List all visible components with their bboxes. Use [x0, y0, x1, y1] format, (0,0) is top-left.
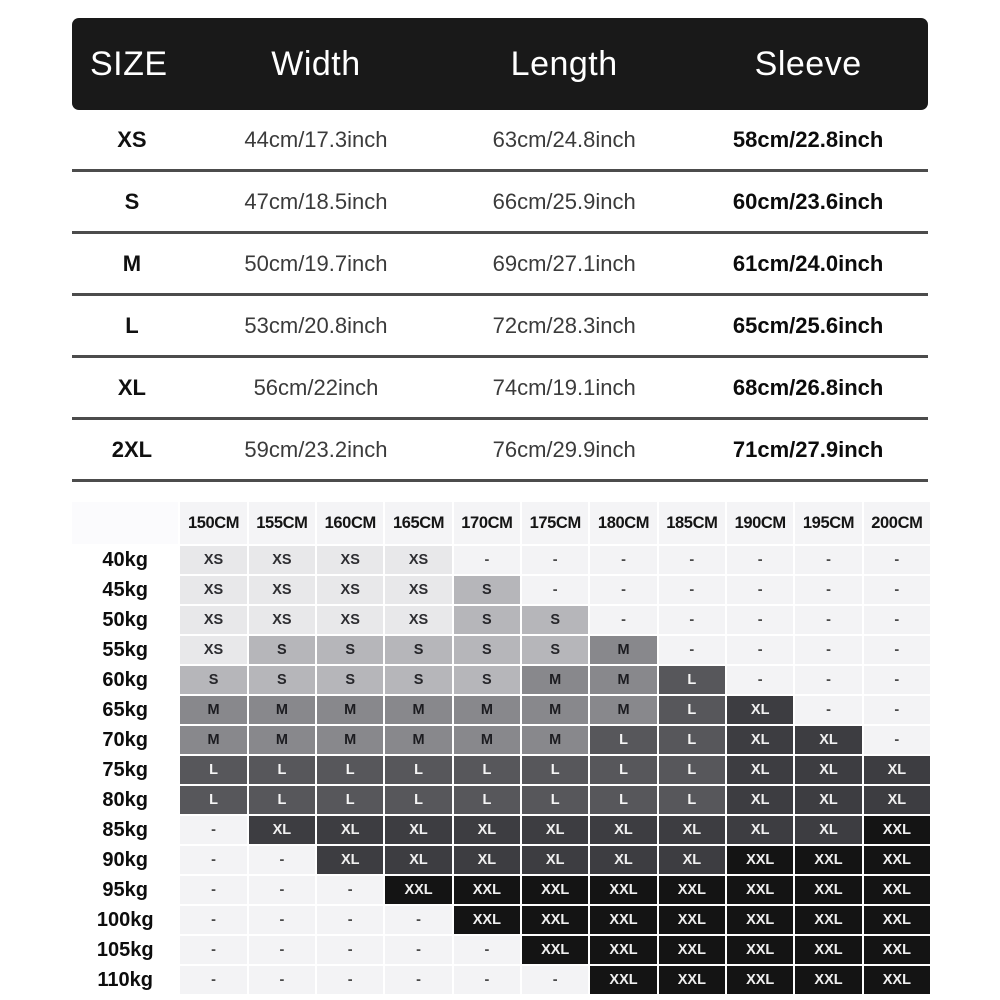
size-cell: M: [454, 696, 520, 724]
size-cell: M: [317, 726, 383, 754]
matrix-row: [72, 876, 930, 904]
size-cell: XL: [727, 726, 793, 754]
size-cell: -: [659, 606, 725, 634]
size-cell: XS: [180, 606, 246, 634]
size-cell: XL: [522, 816, 588, 844]
size-cell: XS: [249, 606, 315, 634]
size-cell: L: [180, 756, 246, 784]
size-cell: XS: [180, 636, 246, 664]
weight-label: 50kg: [72, 606, 178, 634]
size-cell: -: [727, 636, 793, 664]
size-label: 2XL: [111, 436, 153, 462]
size-cell: -: [590, 546, 656, 574]
size-cell: XXL: [727, 876, 793, 904]
size-cell: XXL: [659, 966, 725, 994]
matrix-row: [72, 966, 930, 994]
size-cell: L: [522, 786, 588, 814]
size-cell: XL: [454, 846, 520, 874]
sleeve-value: 58cm/22.8inch: [732, 126, 884, 152]
size-cell: XL: [659, 846, 725, 874]
size-cell: XXL: [864, 906, 930, 934]
height-header: 155CM: [249, 502, 315, 544]
size-cell: XS: [317, 576, 383, 604]
size-cell: XL: [864, 756, 930, 784]
size-table-row: [72, 234, 928, 296]
size-cell: -: [317, 966, 383, 994]
size-cell: XXL: [864, 816, 930, 844]
size-label: XS: [117, 126, 147, 152]
size-cell: XXL: [795, 846, 861, 874]
size-table-row: [72, 172, 928, 234]
length-value: 74cm/19.1inch: [492, 374, 636, 400]
width-value: 53cm/20.8inch: [244, 312, 388, 338]
weight-label: 55kg: [72, 636, 178, 664]
size-table-row: [72, 110, 928, 172]
weight-label: 80kg: [72, 786, 178, 814]
size-cell: M: [454, 726, 520, 754]
size-cell: -: [795, 666, 861, 694]
size-cell: -: [180, 936, 246, 964]
header-length: Length: [510, 44, 618, 83]
size-cell: -: [454, 936, 520, 964]
weight-label: 100kg: [72, 906, 178, 934]
size-cell: -: [795, 576, 861, 604]
size-cell: -: [180, 816, 246, 844]
size-cell: XXL: [864, 966, 930, 994]
size-cell: -: [864, 666, 930, 694]
weight-label: 70kg: [72, 726, 178, 754]
size-cell: XL: [317, 816, 383, 844]
size-cell: -: [180, 876, 246, 904]
size-cell: -: [180, 966, 246, 994]
size-cell: -: [659, 636, 725, 664]
size-cell: XL: [795, 816, 861, 844]
size-cell: -: [385, 906, 451, 934]
size-cell: M: [522, 666, 588, 694]
size-cell: S: [454, 606, 520, 634]
matrix-row: [72, 666, 930, 694]
size-cell: XXL: [590, 876, 656, 904]
size-cell: XXL: [864, 846, 930, 874]
size-cell: S: [317, 666, 383, 694]
size-cell: -: [385, 966, 451, 994]
weight-label: 90kg: [72, 846, 178, 874]
size-table-header: [72, 18, 928, 110]
size-cell: -: [864, 606, 930, 634]
size-cell: -: [180, 906, 246, 934]
size-cell: -: [522, 966, 588, 994]
matrix-row: [72, 786, 930, 814]
size-cell: -: [795, 546, 861, 574]
length-value: 66cm/25.9inch: [492, 188, 636, 214]
size-cell: L: [249, 756, 315, 784]
width-value: 44cm/17.3inch: [244, 126, 388, 152]
size-cell: M: [590, 666, 656, 694]
size-cell: XXL: [727, 966, 793, 994]
size-cell: XXL: [795, 876, 861, 904]
size-cell: XXL: [385, 876, 451, 904]
size-table-row: [72, 296, 928, 358]
size-cell: -: [864, 576, 930, 604]
size-table-row: [72, 420, 928, 482]
size-cell: M: [522, 726, 588, 754]
size-cell: L: [249, 786, 315, 814]
size-cell: L: [317, 786, 383, 814]
size-cell: XS: [249, 546, 315, 574]
size-cell: XXL: [522, 906, 588, 934]
size-cell: -: [864, 696, 930, 724]
sleeve-value: 61cm/24.0inch: [732, 250, 884, 276]
size-cell: XL: [522, 846, 588, 874]
size-cell: M: [385, 726, 451, 754]
size-cell: -: [249, 906, 315, 934]
matrix-row: [72, 756, 930, 784]
size-cell: XXL: [659, 906, 725, 934]
size-cell: -: [317, 936, 383, 964]
matrix-body: [72, 546, 930, 994]
size-cell: -: [864, 726, 930, 754]
sleeve-value: 65cm/25.6inch: [732, 312, 884, 338]
size-label: XL: [117, 374, 146, 400]
size-cell: S: [454, 666, 520, 694]
size-cell: XL: [795, 756, 861, 784]
weight-label: 85kg: [72, 816, 178, 844]
size-cell: S: [180, 666, 246, 694]
size-cell: XL: [454, 816, 520, 844]
size-cell: XXL: [795, 966, 861, 994]
height-header: 165CM: [385, 502, 451, 544]
size-cell: -: [795, 636, 861, 664]
size-cell: -: [249, 846, 315, 874]
width-value: 47cm/18.5inch: [244, 188, 388, 214]
height-header: 175CM: [522, 502, 588, 544]
size-cell: XL: [385, 846, 451, 874]
size-cell: -: [727, 606, 793, 634]
size-cell: XS: [180, 576, 246, 604]
matrix-row: [72, 696, 930, 724]
size-cell: L: [590, 726, 656, 754]
size-cell: XL: [385, 816, 451, 844]
size-cell: -: [522, 546, 588, 574]
height-header: 160CM: [317, 502, 383, 544]
size-cell: XXL: [522, 876, 588, 904]
size-cell: XXL: [454, 906, 520, 934]
size-cell: M: [522, 696, 588, 724]
size-cell: L: [522, 756, 588, 784]
size-cell: XXL: [795, 936, 861, 964]
size-cell: XS: [385, 606, 451, 634]
size-cell: S: [522, 606, 588, 634]
size-cell: XL: [317, 846, 383, 874]
length-value: 76cm/29.9inch: [492, 436, 636, 462]
size-cell: -: [522, 576, 588, 604]
size-cell: XL: [727, 816, 793, 844]
size-cell: XXL: [659, 876, 725, 904]
weight-label: 95kg: [72, 876, 178, 904]
size-cell: XXL: [795, 906, 861, 934]
size-cell: XL: [864, 786, 930, 814]
header-width: Width: [271, 44, 361, 83]
size-cell: S: [454, 636, 520, 664]
matrix-row: [72, 546, 930, 574]
size-cell: S: [317, 636, 383, 664]
matrix-row: [72, 606, 930, 634]
size-cell: L: [659, 756, 725, 784]
size-cell: -: [727, 576, 793, 604]
size-cell: -: [590, 576, 656, 604]
size-cell: -: [727, 666, 793, 694]
size-label: M: [122, 250, 142, 276]
matrix-row: [72, 846, 930, 874]
size-cell: -: [590, 606, 656, 634]
size-cell: XL: [795, 786, 861, 814]
size-cell: XL: [249, 816, 315, 844]
size-cell: XS: [385, 546, 451, 574]
size-cell: M: [180, 696, 246, 724]
size-cell: -: [864, 546, 930, 574]
weight-label: 105kg: [72, 936, 178, 964]
size-cell: L: [659, 786, 725, 814]
size-cell: XXL: [590, 906, 656, 934]
matrix-row: [72, 726, 930, 754]
weight-label: 65kg: [72, 696, 178, 724]
size-cell: -: [180, 846, 246, 874]
height-header: 190CM: [727, 502, 793, 544]
size-cell: XXL: [659, 936, 725, 964]
sleeve-value: 71cm/27.9inch: [732, 436, 884, 462]
size-table-row: [72, 358, 928, 420]
size-cell: XS: [317, 546, 383, 574]
matrix-row: [72, 636, 930, 664]
size-cell: XS: [385, 576, 451, 604]
size-cell: -: [795, 696, 861, 724]
size-cell: XXL: [727, 906, 793, 934]
height-header: 185CM: [659, 502, 725, 544]
size-cell: M: [249, 696, 315, 724]
header-size: SIZE: [90, 44, 168, 83]
size-cell: XXL: [590, 936, 656, 964]
header-sleeve: Sleeve: [754, 44, 862, 83]
size-cell: L: [385, 786, 451, 814]
size-cell: -: [249, 876, 315, 904]
size-cell: L: [317, 756, 383, 784]
size-cell: M: [249, 726, 315, 754]
size-cell: XL: [727, 756, 793, 784]
size-cell: XL: [590, 816, 656, 844]
size-cell: M: [385, 696, 451, 724]
size-cell: L: [590, 786, 656, 814]
size-cell: S: [385, 636, 451, 664]
size-cell: M: [590, 636, 656, 664]
size-table: [72, 18, 928, 482]
height-header: 180CM: [590, 502, 656, 544]
size-cell: L: [659, 726, 725, 754]
weight-label: 60kg: [72, 666, 178, 694]
weight-label: 110kg: [72, 966, 178, 994]
size-cell: XS: [317, 606, 383, 634]
size-cell: XXL: [727, 936, 793, 964]
size-cell: -: [795, 606, 861, 634]
size-cell: -: [249, 936, 315, 964]
size-cell: L: [385, 756, 451, 784]
sleeve-value: 60cm/23.6inch: [732, 188, 884, 214]
size-cell: M: [180, 726, 246, 754]
height-weight-matrix: [72, 502, 930, 994]
weight-label: 75kg: [72, 756, 178, 784]
height-header: 195CM: [795, 502, 861, 544]
weight-label: 45kg: [72, 576, 178, 604]
size-cell: -: [454, 546, 520, 574]
size-cell: XL: [590, 846, 656, 874]
size-cell: L: [454, 756, 520, 784]
size-cell: XL: [795, 726, 861, 754]
size-cell: -: [317, 906, 383, 934]
matrix-row: [72, 936, 930, 964]
size-cell: L: [659, 666, 725, 694]
length-value: 69cm/27.1inch: [492, 250, 636, 276]
matrix-header-row: [72, 502, 930, 544]
size-cell: XL: [727, 696, 793, 724]
length-value: 72cm/28.3inch: [492, 312, 636, 338]
size-label: S: [124, 188, 140, 214]
size-cell: S: [522, 636, 588, 664]
size-cell: XXL: [727, 846, 793, 874]
size-cell: L: [659, 696, 725, 724]
size-cell: XXL: [522, 936, 588, 964]
height-header: 170CM: [454, 502, 520, 544]
size-cell: XL: [727, 786, 793, 814]
size-table-body: [72, 110, 928, 482]
width-value: 50cm/19.7inch: [244, 250, 388, 276]
sleeve-value: 68cm/26.8inch: [732, 374, 884, 400]
matrix-corner-cell: [72, 502, 178, 544]
size-cell: M: [317, 696, 383, 724]
size-cell: XS: [180, 546, 246, 574]
size-cell: S: [249, 666, 315, 694]
size-cell: -: [659, 546, 725, 574]
size-cell: L: [454, 786, 520, 814]
size-cell: XXL: [864, 936, 930, 964]
size-cell: S: [454, 576, 520, 604]
size-cell: -: [659, 576, 725, 604]
size-cell: -: [727, 546, 793, 574]
size-cell: -: [385, 936, 451, 964]
size-cell: -: [317, 876, 383, 904]
size-cell: -: [864, 636, 930, 664]
length-value: 63cm/24.8inch: [492, 126, 636, 152]
matrix-row: [72, 906, 930, 934]
size-cell: -: [454, 966, 520, 994]
size-cell: S: [385, 666, 451, 694]
matrix-row: [72, 816, 930, 844]
size-label: L: [125, 312, 139, 338]
width-value: 59cm/23.2inch: [244, 436, 388, 462]
height-header: 150CM: [180, 502, 246, 544]
size-cell: XS: [249, 576, 315, 604]
size-cell: M: [590, 696, 656, 724]
width-value: 56cm/22inch: [253, 374, 379, 400]
size-cell: L: [590, 756, 656, 784]
size-cell: XXL: [590, 966, 656, 994]
size-cell: XL: [659, 816, 725, 844]
size-cell: -: [249, 966, 315, 994]
weight-label: 40kg: [72, 546, 178, 574]
size-cell: L: [180, 786, 246, 814]
size-cell: XXL: [454, 876, 520, 904]
size-cell: S: [249, 636, 315, 664]
matrix-row: [72, 576, 930, 604]
height-header: 200CM: [864, 502, 930, 544]
size-cell: XXL: [864, 876, 930, 904]
